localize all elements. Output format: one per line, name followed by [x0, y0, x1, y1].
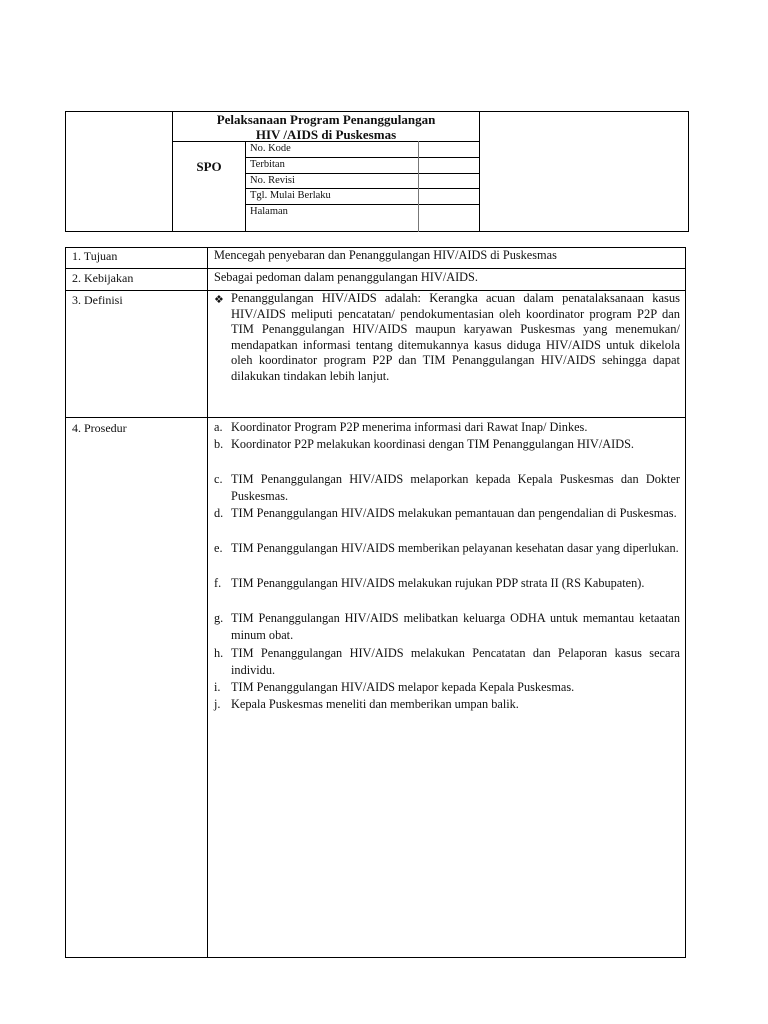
- diamond-bullet-icon: ❖: [214, 293, 224, 306]
- list-item-text: TIM Penanggulangan HIV/AIDS melakukan pemantauan dan pengendalian di Puskesmas.: [231, 506, 677, 520]
- list-marker: d.: [214, 506, 224, 520]
- row-label-tujuan: 1. Tujuan: [72, 249, 118, 263]
- prosedur-item-h: [214, 645, 680, 679]
- list-item-text: Koordinator Program P2P menerima informasi dari Rawat Inap/ Dinkes.: [231, 420, 588, 434]
- table-column-divider: [207, 247, 208, 958]
- list-item-text: Kepala Puskesmas meneliti dan memberikan umpan balik.: [231, 697, 519, 711]
- list-item-text: TIM Penanggulangan HIV/AIDS melakukan Pencatatan dan Pelaporan kasus secara individu.: [231, 646, 680, 677]
- list-marker: a.: [214, 420, 223, 434]
- list-marker: i.: [214, 680, 221, 694]
- row-text-kebijakan: Sebagai pedoman dalam penanggulangan HIV/AIDS.: [214, 270, 478, 284]
- header-spo-divider: [245, 141, 246, 232]
- prosedur-item-g: [214, 610, 680, 644]
- list-marker: j.: [214, 697, 221, 711]
- table-row-line-3: [65, 417, 686, 418]
- document-title-line-2: HIV /AIDS di Puskesmas: [255, 127, 397, 142]
- prosedur-item-i: [214, 679, 680, 696]
- header-divider-right: [479, 111, 480, 232]
- document-title: [173, 112, 479, 142]
- prosedur-item-b: [214, 436, 680, 453]
- list-item-text: TIM Penanggulangan HIV/AIDS melapor kepada Kepala Puskesmas.: [231, 680, 575, 694]
- row-label-definisi: 3. Definisi: [72, 293, 123, 307]
- table-border-bottom: [65, 957, 686, 958]
- list-marker: f.: [214, 576, 222, 590]
- list-item-text: Koordinator P2P melakukan koordinasi dengan TIM Penanggulangan HIV/AIDS.: [231, 437, 634, 451]
- meta-terbitan: Terbitan: [250, 159, 285, 170]
- prosedur-item-f: [214, 575, 680, 592]
- meta-tgl-mulai-berlaku: Tgl. Mulai Berlaku: [250, 190, 331, 201]
- table-border-left: [65, 247, 66, 958]
- header-meta-line-4: [245, 204, 480, 205]
- header-meta-line-3: [245, 188, 480, 189]
- row-label-kebijakan: 2. Kebijakan: [72, 271, 134, 285]
- list-item-text: TIM Penanggulangan HIV/AIDS melaporkan kepada Kepala Puskesmas dan Dokter Puskesmas.: [231, 472, 680, 503]
- row-text-tujuan: Mencegah penyebaran dan Penanggulangan HIV/AIDS di Puskesmas: [214, 248, 557, 262]
- header-meta-line-1: [245, 157, 480, 158]
- list-marker: h.: [214, 646, 224, 660]
- list-item-text: TIM Penanggulangan HIV/AIDS memberikan pelayanan kesehatan dasar yang diperlukan.: [231, 541, 679, 555]
- prosedur-item-c: [214, 471, 680, 505]
- list-item-text: TIM Penanggulangan HIV/AIDS melibatkan keluarga ODHA untuk memantau ketaatan minum obat.: [231, 611, 680, 642]
- prosedur-item-d: [214, 505, 680, 522]
- header-border-left: [65, 111, 66, 232]
- meta-halaman: Halaman: [250, 206, 288, 217]
- list-item-text: TIM Penanggulangan HIV/AIDS melakukan rujukan PDP strata II (RS Kabupaten).: [231, 576, 645, 590]
- definisi-bullet-item: [214, 291, 680, 384]
- table-border-right: [685, 247, 686, 958]
- spo-label: SPO: [196, 159, 222, 174]
- row-label-prosedur: 4. Prosedur: [72, 421, 127, 435]
- definisi-text: Penanggulangan HIV/AIDS adalah: Kerangka acuan dalam penatalaksanaan kasus HIV/AIDS meliputi pencatatan/ pendokumentasian oleh koordinator program P2P dan TIM Penanggulangan HIV/AIDS maupun karyawan Puskesmas yang menemukan/ mendapatkan informasi tentang ditemukannya kasus diduga HIV/AIDS untuk dikelola oleh koordinator program P2P dan TIM Penanggulangan HIV/AIDS sehingga dapat dilakukan tindakan lebih lanjut.: [231, 291, 680, 383]
- prosedur-item-e: [214, 540, 680, 557]
- meta-no-revisi: No. Revisi: [250, 175, 295, 186]
- list-marker: g.: [214, 611, 224, 625]
- prosedur-item-j: [214, 696, 680, 713]
- document-title-line-1: Pelaksanaan Program Penanggulangan: [216, 112, 436, 127]
- list-marker: e.: [214, 541, 223, 555]
- list-marker: b.: [214, 437, 224, 451]
- list-marker: c.: [214, 472, 223, 486]
- header-meta-line-2: [245, 173, 480, 174]
- prosedur-item-a: [214, 419, 680, 436]
- meta-no-kode: No. Kode: [250, 143, 291, 154]
- header-border-right: [688, 111, 689, 232]
- header-meta-value-divider: [418, 141, 419, 232]
- header-border-bottom: [65, 231, 689, 232]
